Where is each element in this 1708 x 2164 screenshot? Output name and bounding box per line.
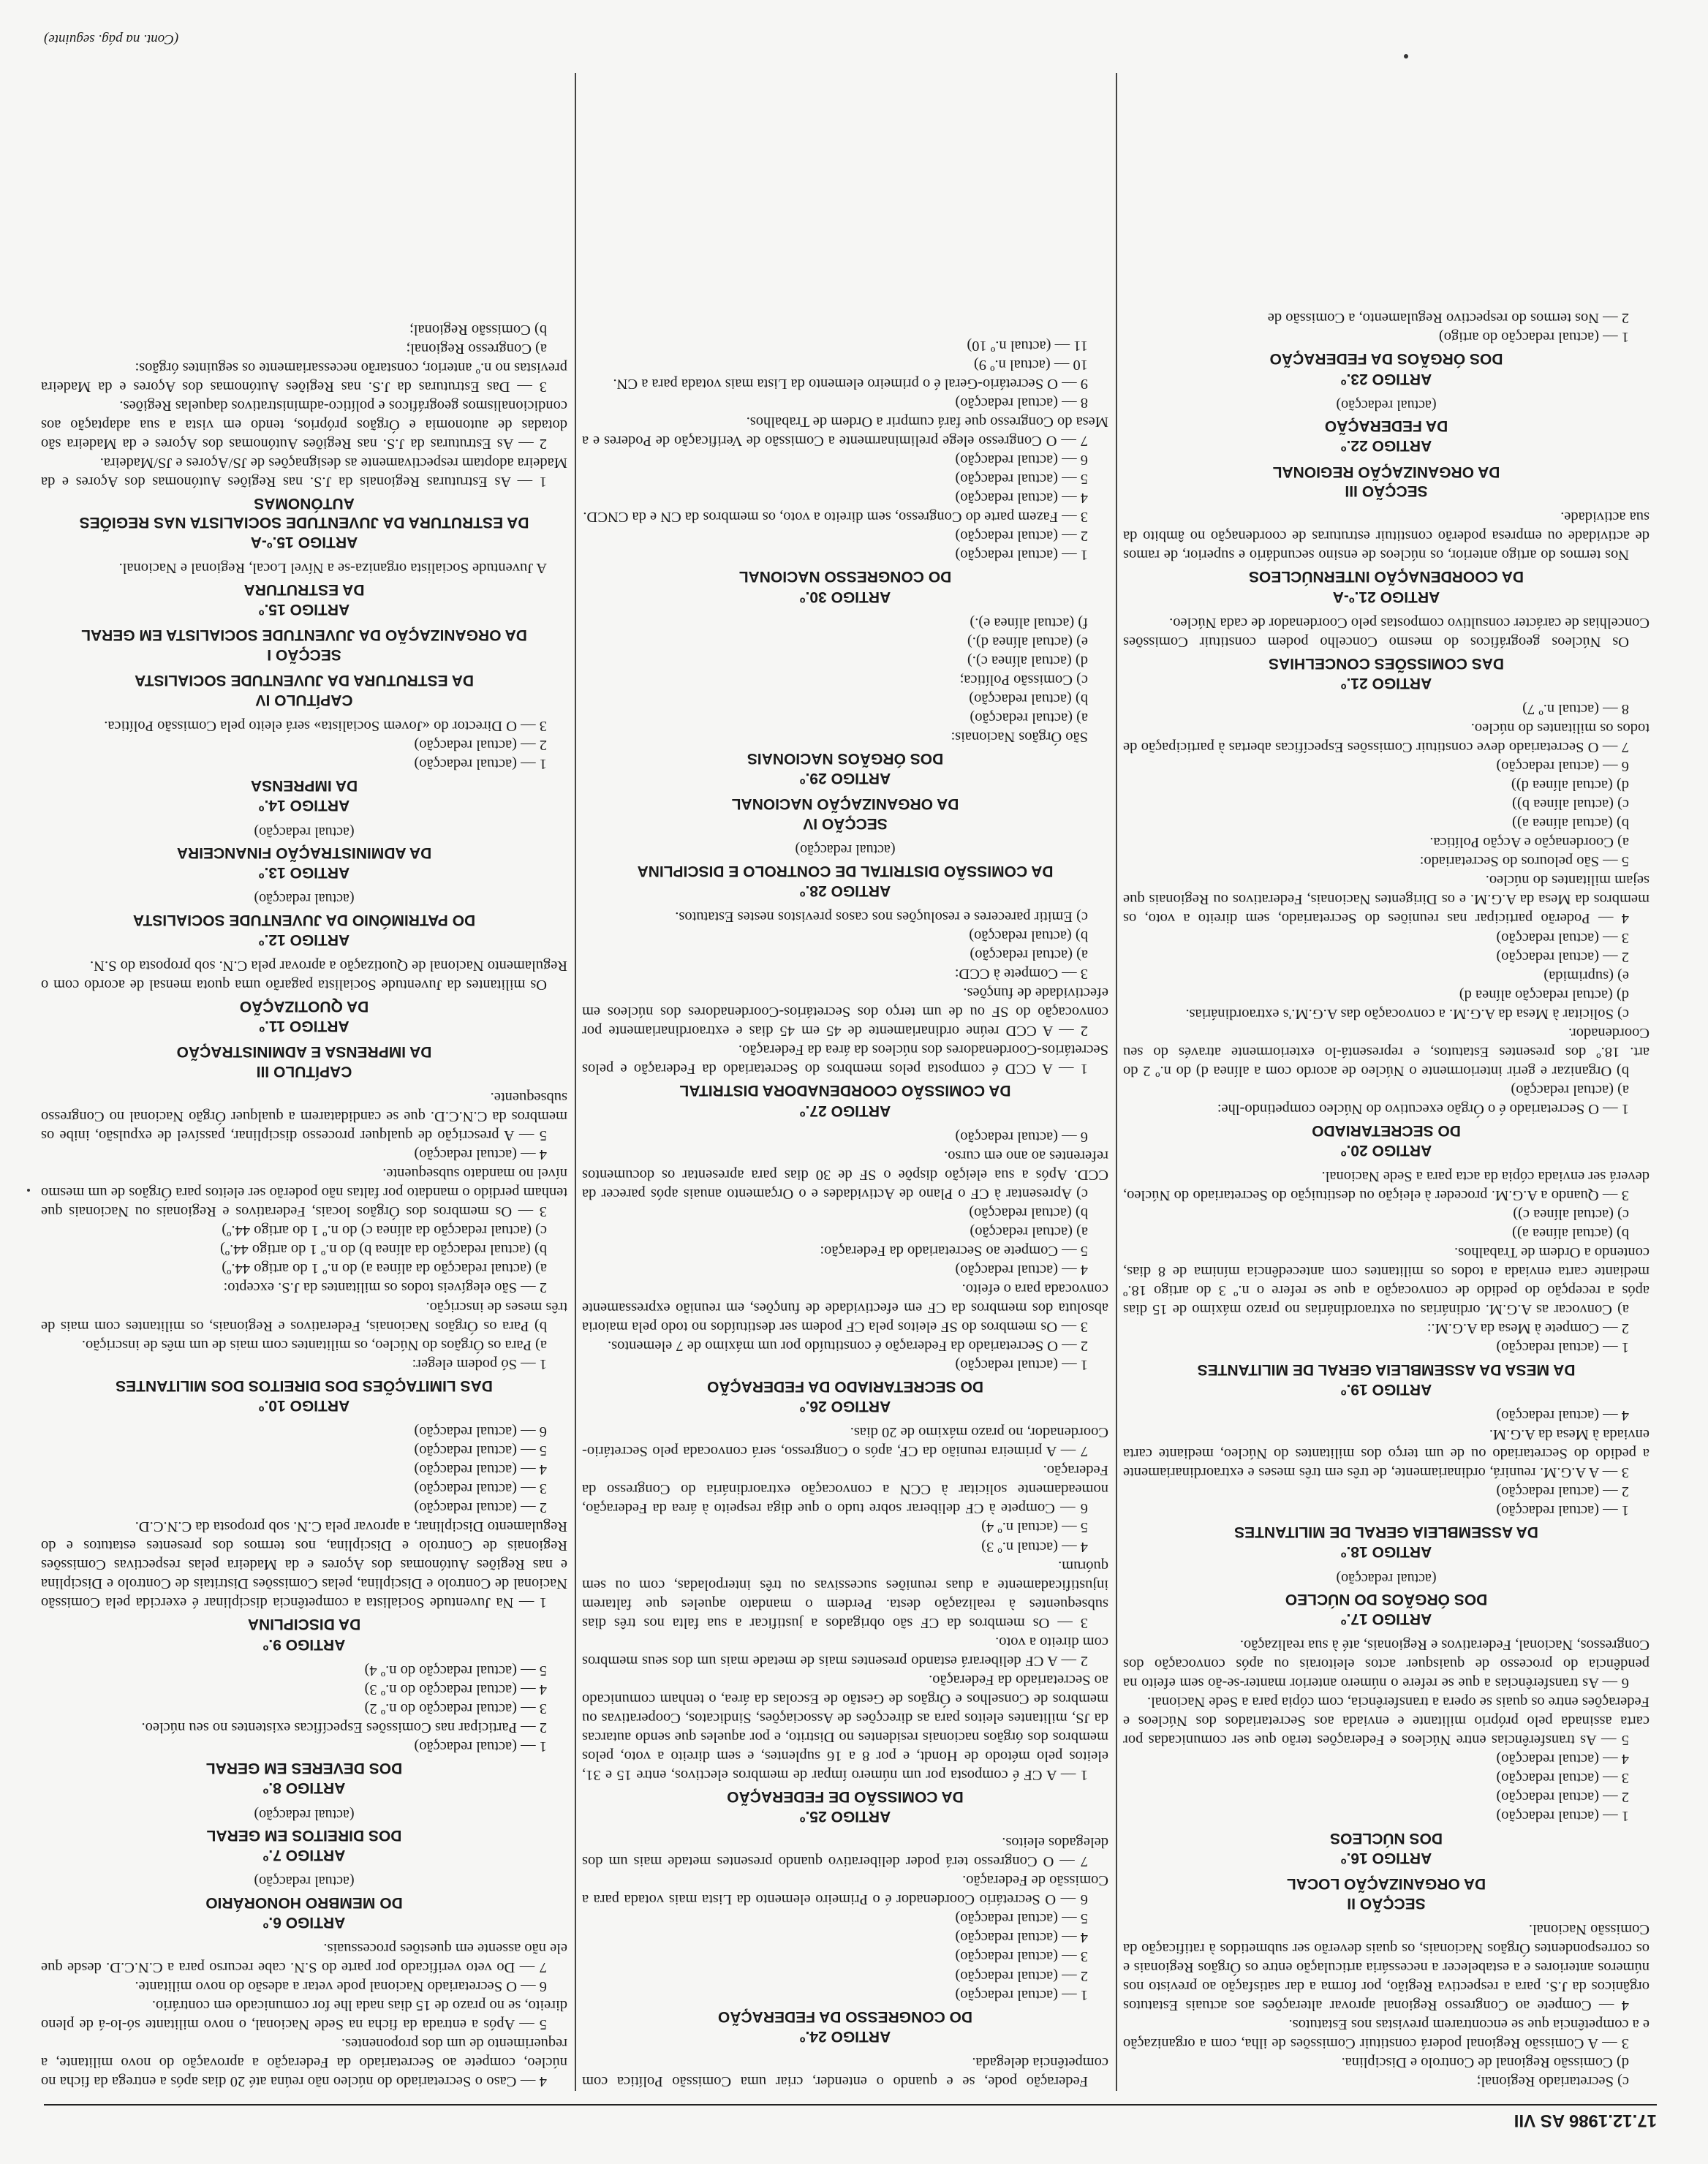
section-title: DOS DEVERES EM GERAL [205, 1760, 403, 1777]
editorial-note: (actual redacção) [1336, 396, 1437, 413]
section-title: DA FEDERAÇÃO [1324, 417, 1448, 435]
text-column-left [1123, 73, 1650, 2091]
paragraph: Os militantes da Juventude Socialista pagarão uma quota mensal de acordo com o Regulamento Nacional de Quotização a aprovar pela C.N. sob proposta do S.N. [41, 957, 567, 993]
article-heading: ARTIGO 9.º [262, 1635, 346, 1653]
list-item: d) (actual alínea c).) [967, 652, 1088, 669]
list-item: d) (actual alínea d)) [1511, 777, 1629, 794]
list-item: 4 — (actual redacção) [1496, 1751, 1629, 1768]
section-title: DOS ÓRGÃOS NACIONAIS [747, 750, 944, 768]
list-item: 10 — (actual n.º 9) [973, 356, 1088, 373]
section-title: DA QUOTIZAÇÃO [239, 998, 369, 1015]
list-item: 1 — (actual redacção) [1496, 1339, 1629, 1356]
list-item: 6 — (actual redacção) [1496, 758, 1629, 775]
paragraph: 1 — A CCD é composta pelos membros do Secretariado da Federação e pelos Secretários-Coordenadores dos núcleos da área da Federação. [582, 1042, 1108, 1078]
article-heading: ARTIGO 24.º [799, 2027, 891, 2045]
paragraph: 6 — As transferências a que se refere o número anterior manter-se-ão sem efeito na pendência do processo de quaisquer actos eleitorais ou após convocação dos Congressos, Nacional, Federativos e Regionais, até à sua realização. [1123, 1637, 1650, 1692]
text-column-middle [582, 73, 1108, 2091]
list-item: 3 — (actual redacção do n.º 2) [364, 1700, 547, 1717]
article-heading: ARTIGO 25.º [799, 1808, 891, 1826]
editorial-note: (actual redacção) [795, 841, 896, 858]
paragraph: 4 — Compete ao Congresso Regional aprovar alterações aos actuais Estatutos orgânicos da J.S. para a respectiva Região, por forma a dar satisfação ao previsto nos números anteriores e a estabelecer a necessária articulação entre os Órgãos Regionais e os correspondentes Órgãos Nacionais, os quais deverão ser submetidos à ratificação da Comissão Nacional. [1123, 1921, 1650, 2013]
paragraph: 7 — Do veto verificado por parte do S.N. cabe recurso para a C.N.C.D. desde que ele não assente em questões processuais. [41, 1940, 567, 1975]
paragraph: 5 — Após a entrada da ficha na Sede Nacional, o novo militante só-lo-á de pleno direito, se no prazo de 15 dias nada lhe for comunicado em contrário. [41, 1997, 567, 2032]
paragraph: 6 — Compete à CF deliberar sobre tudo o que diga respeito à área da Federação, nomeadamente solicitar à CCN a convocação extraordinária do Congresso da Federação. [582, 1462, 1108, 1517]
print-speck [27, 1189, 30, 1192]
section-title: DO SECRETARIADO [1312, 1121, 1461, 1139]
list-item: 3 — Compete à CCD: [954, 966, 1088, 982]
section-title: DA ADMINISTRAÇÃO FINANCEIRA [176, 844, 432, 861]
list-item: b) (actual redacção) [969, 690, 1088, 707]
list-item: b) (actual alínea a)) [1512, 1225, 1629, 1242]
list-item: 2 — São elegíveis todos os militantes da J.S. excepto: [223, 1279, 547, 1296]
list-item: 3 — (actual redacção) [1496, 1770, 1629, 1787]
section-title: DO PATRIMÓNIO DA JUVENTUDE SOCIALISTA [132, 911, 476, 928]
paragraph: 3 — Os membros do SF eleitos pela CF podem ser destituídos no todo pela maioria absoluta dos membros da CF em efectividade de funções, em reunião expressamente convocada para o efeito. [582, 1280, 1108, 1335]
list-item: c) (actual redacção da alínea c) do n.º 1 do artigo 44.º) [222, 1222, 547, 1239]
list-item: 5 — (actual redacção) [955, 1910, 1088, 1927]
list-item: 2 — (actual redacção) [414, 1499, 547, 1516]
paragraph: 7 — A primeira reunião da CF, após o Congresso, será convocada pelo Secretário-Coordenador, no prazo máximo de 20 dias. [582, 1424, 1108, 1460]
paragraph: Os Núcleos geográficos do mesmo Concelho podem constituir Comissões Concelhias de carácter consultivo compostas pelo Coordenador de cada Núcleo. [1123, 614, 1650, 650]
section-title: DOS ÓRGÃOS DO NÚCLEO [1285, 1591, 1488, 1608]
paragraph: 5 — As transferências entre Núcleos e Federações terão que ser comunicadas por carta assinada pelo próprio militante e enviada aos Secretariados dos Núcleos e Federações entre os quais se opera a transferência, com cópia para a Sede Nacional. [1123, 1694, 1650, 1749]
article-heading: ARTIGO 29.º [799, 770, 891, 787]
article-heading: ARTIGO 21.º [1340, 675, 1432, 692]
list-item: 1 — (actual redacção) [414, 755, 547, 772]
list-item: 5 — São pelouros do Secretariado: [1419, 853, 1629, 870]
article-heading: ARTIGO 10.º [258, 1397, 350, 1414]
list-item: 11 — (actual n.º 10) [967, 337, 1088, 354]
section-title: DO SECRETARIADO DA FEDERAÇÃO [707, 1378, 984, 1396]
paragraph: a) Para os Órgãos do Núcleo, os militantes com mais de um mês de inscrição. [81, 1336, 547, 1353]
section-title: DOS DIREITOS EM GERAL [206, 1826, 402, 1844]
article-heading: ARTIGO 30.º [799, 588, 891, 605]
list-item: 4 — (actual redacção) [955, 490, 1088, 507]
paragraph: c) Secretariado Regional; [1476, 2073, 1629, 2089]
paragraph: 2 — A CCD reúne ordinariamente de 45 em 45 dias e extraordinariamente por convocação do SF ou de um terço dos Secretários-Coordenadores dos núcleos em efectividade de funções. [582, 985, 1108, 1040]
paragraph: 6 — O Secretário Coordenador é o Primeiro elemento da Lista mais votada para a Comissão de Federação. [582, 1872, 1108, 1908]
section-title: DA ORGANIZAÇÃO DA JUVENTUDE SOCIALISTA EM GERAL [81, 627, 527, 644]
list-item: 2 — (actual redacção) [1496, 1483, 1629, 1500]
paragraph: 9 — O Secretário-Geral é o primeiro elemento da Lista mais votada para a CN. [613, 376, 1088, 393]
section-title: DA ASSEMBLEIA GERAL DE MILITANTES [1234, 1524, 1538, 1541]
page-date-label: 17.12.1986 AS VII [1514, 2111, 1657, 2130]
list-item: a) Congresso Regional; [406, 341, 547, 357]
list-item: e) (actual alínea d).) [967, 633, 1088, 650]
section-title: DA IMPRENSA [250, 777, 358, 795]
section-title: DA ESTRUTURA [243, 581, 365, 598]
editorial-note: (actual redacção) [254, 1873, 355, 1890]
paragraph: 7 — O Congresso terá poder deliberativo quando presentes metade mais um dos delegados eleitos. [582, 1834, 1108, 1870]
list-item: 2 — (actual redacção) [1496, 1789, 1629, 1806]
list-item: 2 — (actual redacção) [414, 736, 547, 753]
list-item: 1 — (actual redacção) [955, 1986, 1088, 2003]
paragraph: 1 — A CF é composta por um número ímpar de membros electivos, entre 15 e 31, eleitos pelo método de Hondt, e por 8 a 16 suplentes, e sem direito a voto, pelos membros dos órgãos nacionais residentes no Distrito, e por aqueles que sendo autarcas da JS, militantes eleitos para as direcções de Associações, Sindicatos, Cooperativas ou membros de Conselhos e Órgãos de Gestão de Escolas da área, o tenham comunicado ao Secretariado da Federação. [582, 1671, 1108, 1783]
paragraph: c) Apresentar à CF o Plano de Actividades e o Orçamento anuais após parecer da CCD. Após a sua eleição dispõe o SF de 30 dias para apresentar os documentos referentes ao ano em curso. [582, 1147, 1108, 1202]
section-title: DA IMPRENSA E ADMINISTRAÇÃO [176, 1043, 432, 1061]
section-title: DA COMISSÃO DE FEDERAÇÃO [727, 1788, 964, 1806]
paragraph: 3 — Das Estruturas da J.S. nas Regiões Autónomas dos Açores e da Madeira previstas no n.º anterior, constarão necessariamente os seguintes órgãos: [41, 360, 567, 396]
list-item: e) (suprimida) [1543, 967, 1629, 984]
paragraph: 3 — A A.G.M. reunirá, ordinariamente, de três em três meses e extraordinariamente a pedido do Secretariado ou de um terço dos militantes do Núcleo, mediante carta enviada à Mesa da A.G.M. [1123, 1426, 1650, 1480]
editorial-note: (actual redacção) [254, 890, 355, 907]
list-item: f) (actual alínea e).) [970, 614, 1088, 631]
list-item: c) (actual alínea c)) [1513, 1206, 1629, 1223]
chapter-heading: SECÇÃO II [1347, 1894, 1426, 1912]
list-item: 3 — (actual redacção) [955, 1948, 1088, 1965]
article-heading: ARTIGO 26.º [799, 1398, 891, 1415]
continuation-note: (Cont. na pág. seguinte) [44, 31, 179, 47]
paragraph: c) Emitir pareceres e resoluções nos casos previstos nestes Estatutos. [675, 908, 1088, 925]
list-item: 1 — (actual redacção) [955, 547, 1088, 564]
list-item: 2 — (actual redacção) [955, 528, 1088, 545]
list-item: 6 — (actual redacção) [414, 1423, 547, 1440]
section-title: DA ORGANIZAÇÃO NACIONAL [731, 795, 959, 813]
paragraph: 3 — Quando a A.G.M. proceder à eleição ou destituição do Secretariado do Núcleo, deverá ser enviada cópia da acta para a Sede Nacional. [1123, 1168, 1650, 1204]
list-item: 1 — (actual redacção) [955, 1356, 1088, 1373]
editorial-note: (actual redacção) [254, 1806, 355, 1823]
article-heading: ARTIGO 22.º [1340, 437, 1432, 455]
list-item: 1 — (actual redacção) [1496, 1502, 1629, 1519]
article-heading: ARTIGO 11.º [259, 1018, 349, 1035]
paragraph: c) Solicitar à Mesa da A.G.M. a convocação das A.G.M.'s extraordinárias. [1185, 1005, 1629, 1022]
paragraph: 7 — O Congresso elege preliminarmente a Comissão de Verificação de Poderes e a Mesa do Congresso que fará cumprir a Ordem de Trabalhos. [582, 414, 1108, 450]
list-item: c) (actual alínea b)) [1512, 796, 1629, 813]
paragraph: 2 — O Secretariado da Federação é constituído por um máximo de 7 elementos. [608, 1337, 1088, 1354]
paragraph: b) Organizar e gerir interiormente o Núcleo de acordo com a alínea d) do n.º 2 do art. 18.º dos presentes Estatutos, e representá-lo exteriormente através do seu Coordenador. [1123, 1024, 1650, 1079]
article-heading: ARTIGO 28.º [799, 882, 891, 899]
paragraph: 7 — O Secretariado deve constituir Comissões Específicas abertas à participação de todos os militantes do núcleo. [1123, 720, 1650, 756]
paragraph: 1 — Na Juventude Socialista a competência disciplinar é exercida pela Comissão Nacional de Controlo e Disciplina, pelas Comissões Distritais de Controlo e Disciplina e nas Regiões Autónomas dos Açores e da Madeira pelas respectivas Comissões Regionais de Controlo e Disciplina, nos termos dos presentes estatutos e do Regulamento Disciplinar, a aprovar pela C.N. sob proposta da C.N.C.D. [41, 1518, 567, 1611]
paragraph: 1 — O Secretariado é o Órgão executivo do Núcleo competindo-lhe: [1217, 1100, 1629, 1117]
list-item: 2 — (actual redacção) [955, 1967, 1088, 1984]
list-item: a) (actual redacção) [1511, 1081, 1629, 1098]
article-heading: ARTIGO 21.º-A [1332, 588, 1440, 605]
column-rule [575, 73, 576, 2091]
list-item: 4 — (actual redacção) [414, 1461, 547, 1478]
page-header [44, 2104, 1657, 2135]
section-title: DO MEMBRO HONORÁRIO [205, 1894, 403, 1911]
article-heading: ARTIGO 20.º [1340, 1142, 1432, 1159]
article-heading: ARTIGO 19.º [1340, 1380, 1432, 1398]
article-heading: ARTIGO 15.º [258, 601, 350, 618]
article-heading: ARTIGO 14.º [258, 797, 350, 814]
list-item: 3 — (actual redacção) [1496, 929, 1629, 946]
list-item: c) Comissão Política; [959, 671, 1088, 688]
paragraph: a) Convocar as A.G.M. ordinárias ou extraordinárias no prazo máximo de 15 dias após a recepção do pedido de convocação a que se refere o n.º 3 do artigo 18.º mediante carta enviada a todos os militantes com antecedência mínima de 8 dias, contendo a Ordem de Trabalhos. [1123, 1244, 1650, 1318]
column-rule [1116, 73, 1117, 2091]
section-title: DA COMISSÃO DISTRITAL DE CONTROLO E DISCIPLINA [637, 862, 1054, 879]
paragraph: 3 — A Comissão Regional poderá constituir Comissões de ilha, com a organização e a competência que se encontrarem previstas nos Estatutos. [1123, 2016, 1650, 2051]
section-title: DA COMISSÃO COORDENADORA DISTRITAL [679, 1082, 1011, 1100]
section-title: DA DISCIPLINA [247, 1616, 361, 1633]
article-heading: ARTIGO 6.º [262, 1913, 346, 1931]
section-title: DAS LIMITAÇÕES DOS DIREITOS DOS MILITANTES [116, 1377, 493, 1394]
article-heading: ARTIGO 12.º [258, 931, 350, 948]
paragraph: 3 — O Director do «Jovem Socialista» será eleito pela Comissão Política. [104, 717, 547, 734]
chapter-heading: SECÇÃO I [267, 646, 341, 664]
paragraph: d) Comissão Regional de Controlo e Disciplina. [1341, 2054, 1629, 2070]
list-item: 8 — (actual redacção) [955, 395, 1088, 412]
list-item: 5 — Compete ao Secretariado da Federação: [820, 1242, 1088, 1259]
list-item: 6 — (actual redacção) [955, 452, 1088, 469]
list-item: a) Coordenação e Acção Política. [1429, 834, 1629, 851]
list-item: b) Comissão Regional; [409, 321, 547, 338]
paragraph: 6 — O Secretariado Nacional pode vetar a adesão do novo militante. [135, 1978, 547, 1994]
chapter-heading: CAPÍTULO IV [255, 691, 353, 708]
list-item: 8 — (actual n.º 7) [1522, 701, 1629, 718]
section-title: DOS ÓRGÃOS DA FEDERAÇÃO [1269, 350, 1503, 368]
paragraph: Nos termos do artigo anterior, os núcleos de ensino secundário e superior, de ramos de actividade ou empresa poderão constituir estruturas de coordenação no âmbito da sua actividade. [1123, 509, 1650, 564]
article-heading: ARTIGO 7.º [262, 1846, 346, 1864]
section-title: DAS COMISSÕES CONCELHIAS [1268, 654, 1505, 672]
section-title: DA ORGANIZAÇÃO REGIONAL [1272, 463, 1500, 480]
list-item: a) (actual redacção) [970, 1223, 1088, 1240]
list-item: b) (actual redacção) [969, 1204, 1088, 1221]
section-title: DA ESTRUTURA DA JUVENTUDE SOCIALISTA [135, 672, 474, 689]
section-title: DO CONGRESSO DA FEDERAÇÃO [717, 2008, 973, 2025]
paragraph: 4 — Caso o Secretariado do núcleo não reúna até 20 dias após a entrega da ficha no núcleo, compete ao Secretariado da Federação a aprovação do novo militante, a requerimento de um dos proponentes. [41, 2035, 567, 2089]
paragraph: 2 — As Estruturas da J.S. nas Regiões Autónomas dos Açores e da Madeira são dotadas de autonomia e Órgãos próprios, tendo em vista a sua adaptação aos condicionalismos geográficos e político-administrativos daquelas Regiões. [41, 398, 567, 453]
list-item: 1 — (actual redacção) [414, 1738, 547, 1755]
list-item: 1 — (actual redacção) [1496, 1808, 1629, 1825]
article-heading: ARTIGO 23.º [1340, 370, 1432, 387]
paragraph: 3 — Os membros da CF são obrigados a justificar a sua falta nos três dias subsequentes à realização desta. Perdem o mandato aqueles que faltarem injustificadamente a duas reuniões sucessivas ou três interpoladas, com ou sem quórum. [582, 1557, 1108, 1631]
paragraph: b) Para os Órgãos Nacionais, Federativos e Regionais, os militantes com mais de três meses de inscrição. [41, 1298, 567, 1334]
list-item: 1 — Só podem eleger: [412, 1355, 547, 1372]
list-item: 4 — (actual redacção) [955, 1261, 1088, 1278]
list-item: 4 — (actual redacção) [414, 1146, 547, 1163]
paragraph: 2 — Participar nas Comissões Específicas existentes no seu núcleo. [141, 1719, 547, 1736]
list-item: b) (actual redacção da alínea b) do n.º 1 do artigo 44.º) [219, 1241, 547, 1258]
list-item: 4 — (actual redacção do n.º 3) [364, 1681, 547, 1698]
chapter-heading: SECÇÃO III [1345, 483, 1428, 500]
list-item: 2 — (actual redacção) [1496, 948, 1629, 965]
list-item: 2 — Compete à Mesa da A.G.M.: [1427, 1320, 1629, 1337]
section-title: DOS NÚCLEOS [1330, 1829, 1443, 1847]
article-heading: ARTIGO 16.º [1340, 1849, 1432, 1866]
paragraph: 4 — Poderão participar nas reuniões do Secretariado, sem direito a voto, os membros da Mesa da A.G.M. e os Dirigentes Nacionais, Federativos ou Regionais que sejam militantes do núcleo. [1123, 872, 1650, 927]
list-item: a) (actual redacção) [970, 709, 1088, 726]
paragraph: 2 — A CF deliberará estando presentes mais de metade mais um dos seus membros com direito a voto. [582, 1633, 1108, 1669]
chapter-heading: CAPÍTULO III [256, 1063, 352, 1081]
list-item: 5 — (actual redacção) [955, 471, 1088, 488]
list-item: 6 — (actual redacção) [955, 1128, 1088, 1145]
chapter-heading: SECÇÃO IV [803, 815, 888, 833]
paragraph: 5 — A prescrição de qualquer processo disciplinar, passível de expulsão, inibe os membros da C.N.C.D. que se candidatarem a qualquer Órgão Nacional no Congresso subsequente. [41, 1089, 567, 1144]
text-column-right [41, 73, 567, 2091]
paragraph: A Juventude Socialista organiza-se a Nível Local, Regional e Nacional. [118, 559, 547, 576]
article-heading: ARTIGO 13.º [258, 864, 350, 882]
print-speck [1404, 54, 1408, 58]
list-item: 5 — (actual redacção do n.º 4) [364, 1662, 547, 1679]
list-item: 5 — (actual redacção) [414, 1442, 547, 1459]
article-heading: ARTIGO 27.º [799, 1102, 891, 1119]
list-item: 3 — (actual redacção) [414, 1480, 547, 1497]
paragraph: 3 — Fazem parte do Congresso, sem direito a voto, os membros da CN e da CNCD. [583, 509, 1088, 526]
list-item: b) (actual redacção) [969, 927, 1088, 944]
list-item: 5 — (actual n.º 4) [981, 1519, 1088, 1536]
list-item: a) (actual redacção da alínea a) do n.º 1 do artigo 44.º) [222, 1260, 547, 1277]
article-heading: ARTIGO 15.º-A [250, 533, 358, 551]
paragraph: 2 — Nos termos do respectivo Regulamento, a Comissão de [1267, 310, 1629, 327]
section-title: DA MESA DA ASSEMBLEIA GERAL DE MILITANTES [1197, 1361, 1576, 1378]
list-item: 1 — (actual redacção do artigo) [1438, 329, 1629, 346]
editorial-note: (actual redacção) [254, 823, 355, 840]
list-item: 4 — (actual redacção) [1496, 1407, 1629, 1423]
list-item: São Órgãos Nacionais: [951, 728, 1088, 745]
section-title: DA ESTRUTURA DA JUVENTUDE SOCIALISTA NAS REGIÕES AUTÓNOMAS [79, 495, 529, 531]
section-title: DO CONGRESSO NACIONAL [738, 568, 952, 586]
paragraph: Federação pode, se e quando o entender, criar uma Comissão Política com competência delegada. [582, 2054, 1108, 2089]
article-heading: ARTIGO 8.º [262, 1779, 346, 1797]
list-item: d) (actual redacção alínea d) [1459, 986, 1629, 1003]
section-title: DA ORGANIZAÇÃO LOCAL [1286, 1875, 1486, 1893]
list-item: 4 — (actual redacção) [955, 1929, 1088, 1946]
list-item: a) (actual redacção) [970, 946, 1088, 963]
list-item: b) (actual alínea a)) [1512, 815, 1629, 832]
section-title: DA COORDENAÇÃO INTERNÚCLEOS [1248, 568, 1524, 586]
article-heading: ARTIGO 17.º [1340, 1611, 1432, 1628]
paragraph: 1 — As Estruturas Regionais da J.S. nas Regiões Autónomas dos Açores e da Madeira adoptam respectivamente as designações de JS/Açores e JS/Madeira. [41, 455, 567, 491]
editorial-note: (actual redacção) [1336, 1570, 1437, 1586]
list-item: 4 — (actual n.º 3) [981, 1538, 1088, 1555]
article-heading: ARTIGO 18.º [1340, 1543, 1432, 1561]
paragraph: 3 — Os membros dos Órgãos locais, Federativos e Regionais ou Nacionais que tenham perdido o mandato por faltas não poderão ser eleitos para Órgãos de um mesmo nível no mandato subsequente. [41, 1165, 567, 1220]
